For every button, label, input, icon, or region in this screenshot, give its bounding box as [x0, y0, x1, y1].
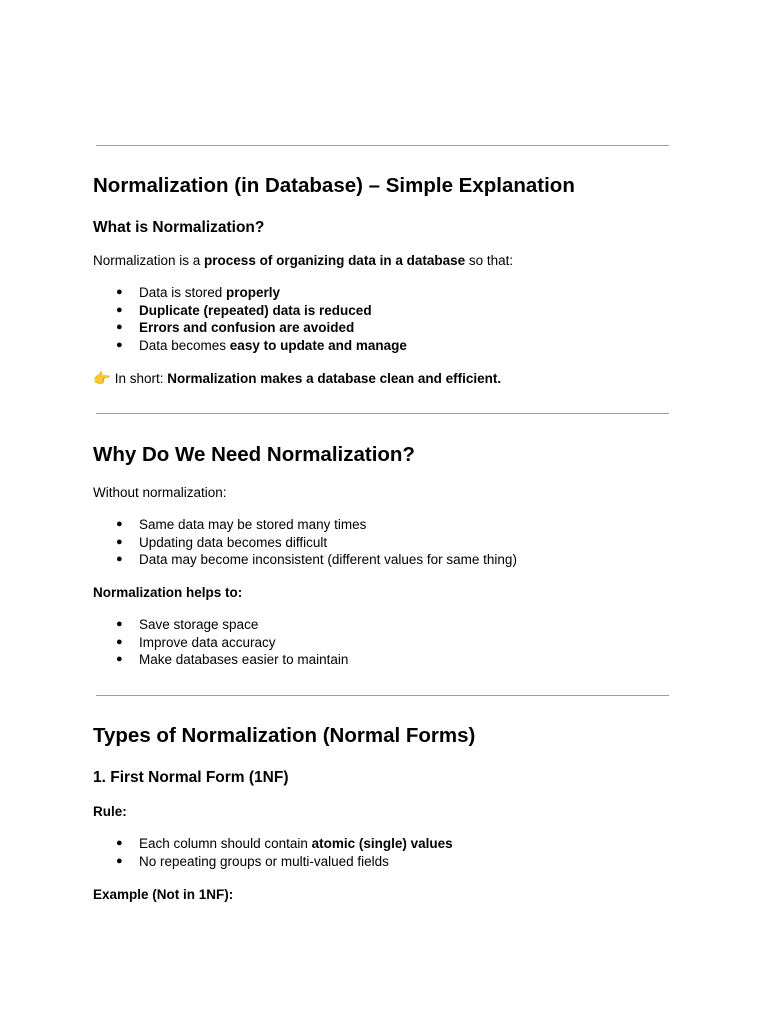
list-item-bold: Errors and confusion are avoided	[139, 320, 355, 336]
pointing-hand-icon: 👉	[93, 371, 111, 387]
summary-bold-text: Normalization makes a database clean and efficient.	[167, 371, 502, 386]
divider	[96, 413, 669, 414]
list-item	[93, 337, 407, 355]
page-title: Normalization (in Database) – Simple Explanation	[93, 174, 575, 197]
list-item-text: Make databases easier to maintain	[139, 652, 349, 668]
list-item	[93, 284, 407, 302]
bullet-icon: ●	[116, 535, 123, 548]
section-subtitle: 1. First Normal Form (1NF)	[93, 769, 289, 786]
divider	[96, 695, 669, 696]
list-item	[93, 853, 453, 871]
section-subtitle: What is Normalization?	[93, 219, 265, 236]
section-title: Types of Normalization (Normal Forms)	[93, 724, 476, 747]
intro-text: Normalization is a	[93, 253, 205, 268]
list-item-text: Data may become inconsistent (different values for same thing)	[139, 552, 517, 568]
without-normalization-list	[93, 516, 517, 569]
bullet-icon: ●	[116, 303, 123, 316]
bullet-icon: ●	[116, 653, 123, 666]
list-item-text: Updating data becomes difficult	[139, 534, 328, 550]
list-item	[93, 616, 348, 634]
list-item-bold: Duplicate (repeated) data is reduced	[139, 302, 372, 318]
list-item-bold: easy to update and manage	[229, 338, 407, 354]
bullet-icon: ●	[116, 339, 123, 352]
list-item-text: Data is stored	[139, 285, 227, 300]
list-item-text: Data becomes	[139, 338, 230, 354]
list-item	[93, 634, 348, 652]
list-item	[93, 534, 517, 552]
list-item	[93, 302, 407, 320]
rule-label: Rule:	[93, 804, 127, 819]
bullet-icon: ●	[116, 321, 123, 334]
list-item	[93, 551, 517, 569]
bullet-icon: ●	[116, 618, 123, 630]
without-label: Without normalization:	[93, 485, 227, 500]
helps-label: Normalization helps to:	[93, 585, 243, 600]
summary-text: In short:	[111, 371, 168, 386]
example-label: Example (Not in 1NF):	[93, 887, 234, 902]
bullet-icon: ●	[116, 286, 123, 298]
list-item	[93, 651, 348, 669]
bullet-icon: ●	[116, 854, 123, 867]
normalization-helps-list	[93, 616, 348, 669]
list-item-bold: properly	[226, 285, 281, 300]
list-item-text: Each column should contain	[139, 836, 312, 851]
bullet-icon: ●	[116, 553, 123, 566]
list-item	[93, 319, 407, 337]
divider	[96, 145, 669, 146]
bullet-icon: ●	[116, 635, 123, 648]
intro-text-end: so that:	[465, 253, 514, 268]
list-item-bold: atomic (single) values	[311, 836, 453, 851]
list-item	[93, 516, 517, 534]
normalization-benefits-list	[93, 284, 407, 355]
list-item-text: Same data may be stored many times	[139, 517, 367, 532]
bullet-icon: ●	[116, 518, 123, 530]
list-item-text: Save storage space	[139, 617, 259, 632]
bullet-icon: ●	[116, 837, 123, 849]
intro-paragraph	[93, 253, 513, 268]
section-title: Why Do We Need Normalization?	[93, 443, 415, 466]
rules-list	[93, 835, 453, 870]
list-item-text: No repeating groups or multi-valued fields	[139, 853, 389, 869]
list-item	[93, 835, 453, 853]
summary-paragraph	[93, 371, 501, 387]
list-item-text: Improve data accuracy	[139, 634, 276, 650]
intro-bold-text: process of organizing data in a database	[204, 253, 466, 268]
